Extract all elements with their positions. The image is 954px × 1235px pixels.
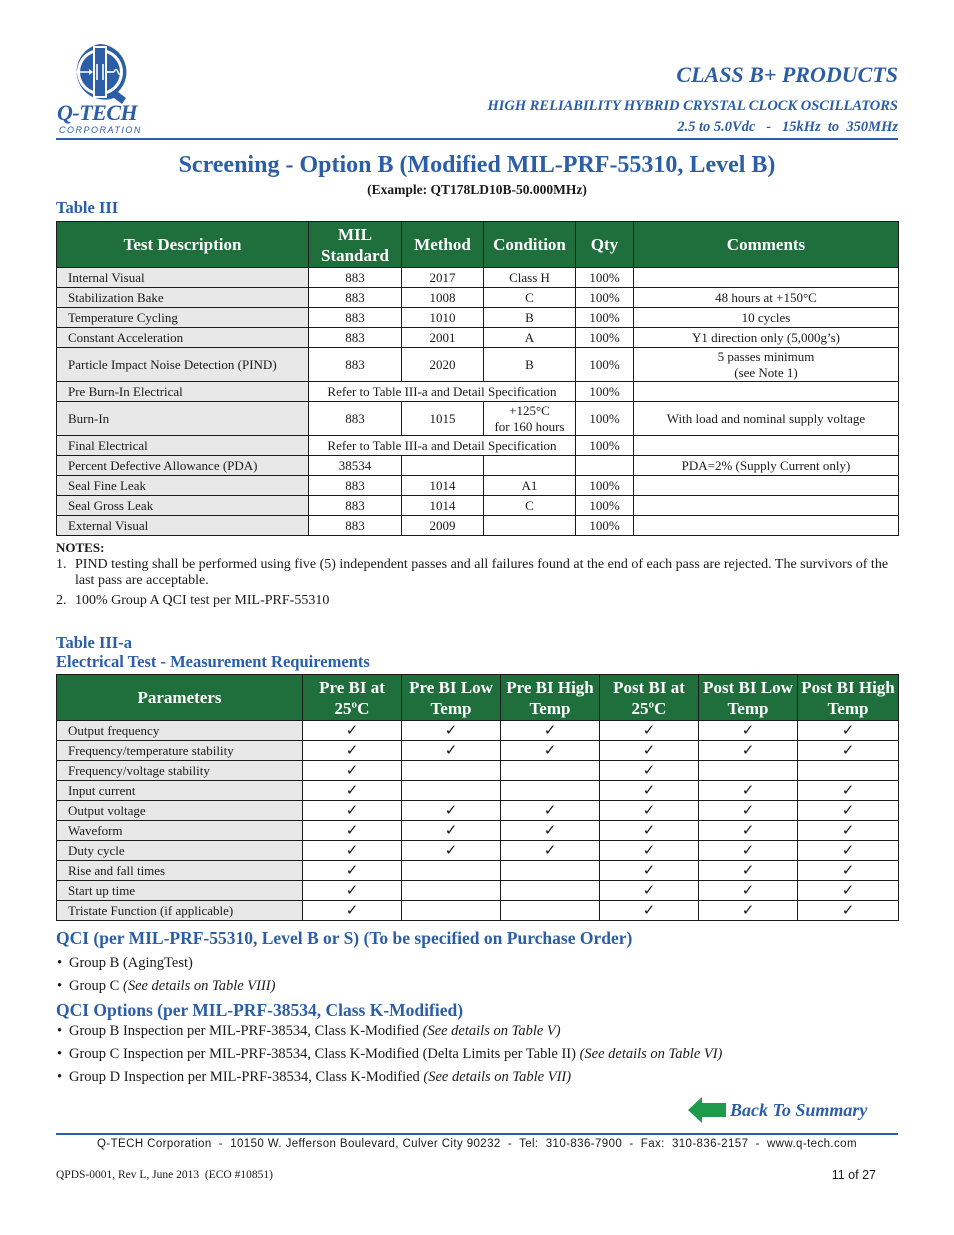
- parameter-name: Waveform: [57, 821, 303, 841]
- parameter-name: Rise and fall times: [57, 861, 303, 881]
- check-mark-icon: ✓: [501, 841, 600, 861]
- method: 2020: [402, 348, 484, 382]
- footer-doc-number: QPDS-0001, Rev L, June 2013 (ECO #10851): [56, 1169, 273, 1181]
- mil-standard: 883: [309, 328, 402, 348]
- test-description: Internal Visual: [57, 268, 309, 288]
- mil-standard: 883: [309, 308, 402, 328]
- check-mark-icon: ✓: [699, 741, 798, 761]
- table-row: [57, 382, 899, 402]
- table-row: [57, 268, 899, 288]
- note-number: 2.: [56, 593, 67, 608]
- note-item: [56, 557, 898, 589]
- col-header: Test Description: [57, 222, 309, 268]
- check-mark-icon: ✓: [303, 761, 402, 781]
- table3a-label: Table III-a: [56, 633, 132, 652]
- quantity: 100%: [576, 496, 634, 516]
- check-mark-icon: ✓: [600, 881, 699, 901]
- quantity: 100%: [576, 402, 634, 436]
- mil-standard: 883: [309, 402, 402, 436]
- comment: PDA=2% (Supply Current only): [634, 456, 899, 476]
- method: [402, 456, 484, 476]
- item-text: Group C: [69, 978, 123, 994]
- mil-standard: 883: [309, 476, 402, 496]
- check-mark-icon: ✓: [600, 901, 699, 921]
- col-header: Post BI Low Temp: [699, 675, 798, 721]
- table-row: [57, 328, 899, 348]
- method: 2009: [402, 516, 484, 536]
- comment: [634, 516, 899, 536]
- parameter-name: Input current: [57, 781, 303, 801]
- parameter-name: Frequency/temperature stability: [57, 741, 303, 761]
- comment: Y1 direction only (5,000g’s): [634, 328, 899, 348]
- table-row: [57, 721, 899, 741]
- table-row: [57, 861, 899, 881]
- condition-line: for 160 hours: [494, 418, 565, 434]
- note-number: 1.: [56, 557, 67, 572]
- check-mark-icon: ✓: [798, 741, 899, 761]
- electrical-test-table: [56, 674, 899, 921]
- back-to-summary-label: Back To Summary: [730, 1099, 868, 1120]
- table-row: [57, 901, 899, 921]
- check-mark-icon: ✓: [798, 821, 899, 841]
- notes-heading: NOTES:: [56, 540, 105, 555]
- condition: C: [484, 288, 576, 308]
- check-mark-icon: ✓: [303, 741, 402, 761]
- test-description: Particle Impact Noise Detection (PIND): [57, 348, 309, 382]
- quantity: 100%: [576, 288, 634, 308]
- list-item: • Group D Inspection per MIL-PRF-38534, Class K-Modified (See details on Table VII): [57, 1069, 572, 1085]
- quantity: 100%: [576, 516, 634, 536]
- parameter-name: Output frequency: [57, 721, 303, 741]
- col-header: MIL Standard: [309, 222, 402, 268]
- qci-title: QCI (per MIL-PRF-55310, Level B or S) (To be specified on Purchase Order): [56, 928, 633, 948]
- quantity: 100%: [576, 382, 634, 402]
- comment: 48 hours at +150°C: [634, 288, 899, 308]
- check-mark-icon: ✓: [303, 801, 402, 821]
- table-row: [57, 841, 899, 861]
- left-arrow-icon: [688, 1097, 726, 1123]
- parameter-name: Frequency/voltage stability: [57, 761, 303, 781]
- check-mark-icon: ✓: [402, 801, 501, 821]
- notes-block: [56, 540, 898, 609]
- table3a-sublabel: Electrical Test - Measurement Requirements: [56, 652, 370, 671]
- col-header: Pre BI at 25ºC: [303, 675, 402, 721]
- check-mark-icon: ✓: [600, 781, 699, 801]
- condition: A: [484, 328, 576, 348]
- quantity: 100%: [576, 268, 634, 288]
- test-description: Constant Acceleration: [57, 328, 309, 348]
- note-text: PIND testing shall be performed using five (5) independent passes and all failures found at the end of each pass are rejected. The survivors of the last pass are acceptable.: [75, 557, 889, 588]
- condition: C: [484, 496, 576, 516]
- check-mark-icon: ✓: [699, 801, 798, 821]
- col-header: Pre BI High Temp: [501, 675, 600, 721]
- quantity: 100%: [576, 436, 634, 456]
- list-item: • Group C Inspection per MIL-PRF-38534, Class K-Modified (Delta Limits per Table II) (See details on Table VI): [57, 1046, 723, 1062]
- quantity: 100%: [576, 308, 634, 328]
- table3-label: Table III: [56, 198, 119, 217]
- check-mark-icon: ✓: [600, 841, 699, 861]
- mil-standard: 883: [309, 348, 402, 382]
- col-header: Qty: [576, 222, 634, 268]
- header-divider: [56, 138, 898, 140]
- test-description: Pre Burn-In Electrical: [57, 382, 309, 402]
- condition: Class H: [484, 268, 576, 288]
- note-item: [56, 593, 898, 609]
- quantity: 100%: [576, 328, 634, 348]
- header-title: CLASS B+ PRODUCTS: [676, 62, 898, 87]
- empty-cell: [402, 881, 501, 901]
- logo-wordmark: Q-TECH: [57, 100, 138, 125]
- condition: B: [484, 348, 576, 382]
- mil-standard: 38534: [309, 456, 402, 476]
- condition-line: +125°C: [509, 402, 550, 418]
- test-description: Burn-In: [57, 402, 309, 436]
- empty-cell: [501, 901, 600, 921]
- check-mark-icon: ✓: [303, 861, 402, 881]
- method: 2001: [402, 328, 484, 348]
- table-row: [57, 781, 899, 801]
- table-row: [57, 436, 899, 456]
- item-text: Group B Inspection per MIL-PRF-38534, Class K-Modified: [69, 1023, 423, 1039]
- back-to-summary-link[interactable]: [688, 1097, 867, 1123]
- empty-cell: [501, 881, 600, 901]
- page-number: 11 of 27: [831, 1168, 876, 1182]
- table-row: [57, 821, 899, 841]
- condition: [484, 402, 576, 436]
- parameter-name: Duty cycle: [57, 841, 303, 861]
- method: 2017: [402, 268, 484, 288]
- check-mark-icon: ✓: [699, 841, 798, 861]
- list-item: • Group B (AgingTest): [57, 955, 193, 971]
- table-row: [57, 348, 899, 382]
- check-mark-icon: ✓: [303, 901, 402, 921]
- check-mark-icon: ✓: [600, 741, 699, 761]
- col-header: Pre BI Low Temp: [402, 675, 501, 721]
- condition: B: [484, 308, 576, 328]
- table-row: [57, 476, 899, 496]
- condition: [484, 456, 576, 476]
- condition: [484, 516, 576, 536]
- method: 1014: [402, 496, 484, 516]
- comment: 10 cycles: [634, 308, 899, 328]
- table-row: [57, 801, 899, 821]
- empty-cell: [402, 761, 501, 781]
- check-mark-icon: ✓: [303, 721, 402, 741]
- check-mark-icon: ✓: [699, 821, 798, 841]
- parameter-name: Tristate Function (if applicable): [57, 901, 303, 921]
- screening-table: [56, 221, 899, 536]
- col-header: Method: [402, 222, 484, 268]
- list-item: • Group C (See details on Table VIII): [57, 978, 276, 994]
- table-row: [57, 288, 899, 308]
- test-description: Stabilization Bake: [57, 288, 309, 308]
- check-mark-icon: ✓: [501, 821, 600, 841]
- check-mark-icon: ✓: [501, 721, 600, 741]
- item-text: Group D Inspection per MIL-PRF-38534, Class K-Modified: [69, 1069, 424, 1085]
- mil-standard: 883: [309, 288, 402, 308]
- check-mark-icon: ✓: [402, 721, 501, 741]
- comment-line: (see Note 1): [734, 364, 798, 380]
- check-mark-icon: ✓: [798, 901, 899, 921]
- table-row: [57, 516, 899, 536]
- note-text: 100% Group A QCI test per MIL-PRF-55310: [75, 593, 330, 608]
- item-note: (See details on Table VIII): [122, 978, 276, 994]
- header-subtitle: HIGH RELIABILITY HYBRID CRYSTAL CLOCK OSCILLATORS: [487, 98, 898, 114]
- comment-line: 5 passes minimum: [717, 348, 815, 364]
- method: 1015: [402, 402, 484, 436]
- empty-cell: [501, 861, 600, 881]
- table-row: [57, 881, 899, 901]
- check-mark-icon: ✓: [699, 881, 798, 901]
- list-item: • Group B Inspection per MIL-PRF-38534, Class K-Modified (See details on Table V): [57, 1023, 561, 1039]
- check-mark-icon: ✓: [600, 821, 699, 841]
- col-header: Condition: [484, 222, 576, 268]
- header-range: 2.5 to 5.0Vdc - 15kHz to 350MHz: [677, 119, 898, 135]
- empty-cell: [402, 781, 501, 801]
- check-mark-icon: ✓: [303, 881, 402, 901]
- test-description: Seal Fine Leak: [57, 476, 309, 496]
- col-header: Parameters: [57, 675, 303, 721]
- comment: [634, 382, 899, 402]
- page-title: Screening - Option B (Modified MIL-PRF-55310, Level B): [178, 152, 776, 178]
- test-description: Seal Gross Leak: [57, 496, 309, 516]
- check-mark-icon: ✓: [600, 801, 699, 821]
- check-mark-icon: ✓: [699, 781, 798, 801]
- condition: A1: [484, 476, 576, 496]
- table-row: [57, 456, 899, 476]
- comment: With load and nominal supply voltage: [634, 402, 899, 436]
- page-example: (Example: QT178LD10B-50.000MHz): [367, 182, 587, 197]
- comment: [634, 436, 899, 456]
- check-mark-icon: ✓: [501, 741, 600, 761]
- test-description: Final Electrical: [57, 436, 309, 456]
- check-mark-icon: ✓: [303, 781, 402, 801]
- check-mark-icon: ✓: [798, 881, 899, 901]
- table-row: [57, 741, 899, 761]
- table-row: [57, 308, 899, 328]
- table-row: [57, 402, 899, 436]
- col-header: Post BI at 25ºC: [600, 675, 699, 721]
- col-header: Post BI High Temp: [798, 675, 899, 721]
- header-block: [487, 62, 898, 136]
- method: 1008: [402, 288, 484, 308]
- check-mark-icon: ✓: [303, 841, 402, 861]
- item-note: (See details on Table VII): [423, 1069, 572, 1085]
- comment: [634, 268, 899, 288]
- method: 1014: [402, 476, 484, 496]
- table-row: [57, 496, 899, 516]
- empty-cell: [501, 761, 600, 781]
- check-mark-icon: ✓: [402, 741, 501, 761]
- empty-cell: [699, 761, 798, 781]
- check-mark-icon: ✓: [600, 861, 699, 881]
- check-mark-icon: ✓: [501, 801, 600, 821]
- item-note: (See details on Table VI): [579, 1046, 723, 1062]
- check-mark-icon: ✓: [699, 861, 798, 881]
- spec-reference: Refer to Table III-a and Detail Specification: [309, 382, 576, 402]
- parameter-name: Output voltage: [57, 801, 303, 821]
- check-mark-icon: ✓: [798, 721, 899, 741]
- quantity: 100%: [576, 348, 634, 382]
- check-mark-icon: ✓: [699, 901, 798, 921]
- qci-options-title: QCI Options (per MIL-PRF-38534, Class K-Modified): [56, 1000, 464, 1020]
- mil-standard: 883: [309, 268, 402, 288]
- footer-address: Q-TECH Corporation - 10150 W. Jefferson Boulevard, Culver City 90232 - Tel: 310-836-7900 - Fax: 310-836-2157 - www.q-tech.com: [97, 1138, 857, 1150]
- footer-divider: [56, 1133, 898, 1135]
- test-description: External Visual: [57, 516, 309, 536]
- empty-cell: [798, 761, 899, 781]
- check-mark-icon: ✓: [798, 841, 899, 861]
- check-mark-icon: ✓: [402, 821, 501, 841]
- check-mark-icon: ✓: [699, 721, 798, 741]
- empty-cell: [402, 861, 501, 881]
- test-description: Temperature Cycling: [57, 308, 309, 328]
- test-description: Percent Defective Allowance (PDA): [57, 456, 309, 476]
- quantity: [576, 456, 634, 476]
- logo-corporation: CORPORATION: [59, 125, 142, 135]
- check-mark-icon: ✓: [600, 761, 699, 781]
- mil-standard: 883: [309, 496, 402, 516]
- check-mark-icon: ✓: [600, 721, 699, 741]
- spec-reference: Refer to Table III-a and Detail Specification: [309, 436, 576, 456]
- check-mark-icon: ✓: [798, 781, 899, 801]
- empty-cell: [501, 781, 600, 801]
- item-text: Group C Inspection per MIL-PRF-38534, Class K-Modified (Delta Limits per Table II): [69, 1046, 580, 1062]
- empty-cell: [402, 901, 501, 921]
- quantity: 100%: [576, 476, 634, 496]
- table-row: [57, 761, 899, 781]
- check-mark-icon: ✓: [303, 821, 402, 841]
- comment: [634, 348, 899, 382]
- check-mark-icon: ✓: [798, 861, 899, 881]
- qci-list: [56, 952, 275, 998]
- col-header: Comments: [634, 222, 899, 268]
- comment: [634, 476, 899, 496]
- item-note: (See details on Table V): [422, 1023, 561, 1039]
- parameter-name: Start up time: [57, 881, 303, 901]
- check-mark-icon: ✓: [798, 801, 899, 821]
- check-mark-icon: ✓: [402, 841, 501, 861]
- mil-standard: 883: [309, 516, 402, 536]
- item-text: Group B (AgingTest): [69, 955, 193, 971]
- method: 1010: [402, 308, 484, 328]
- qci-options-list: [56, 1020, 722, 1089]
- comment: [634, 496, 899, 516]
